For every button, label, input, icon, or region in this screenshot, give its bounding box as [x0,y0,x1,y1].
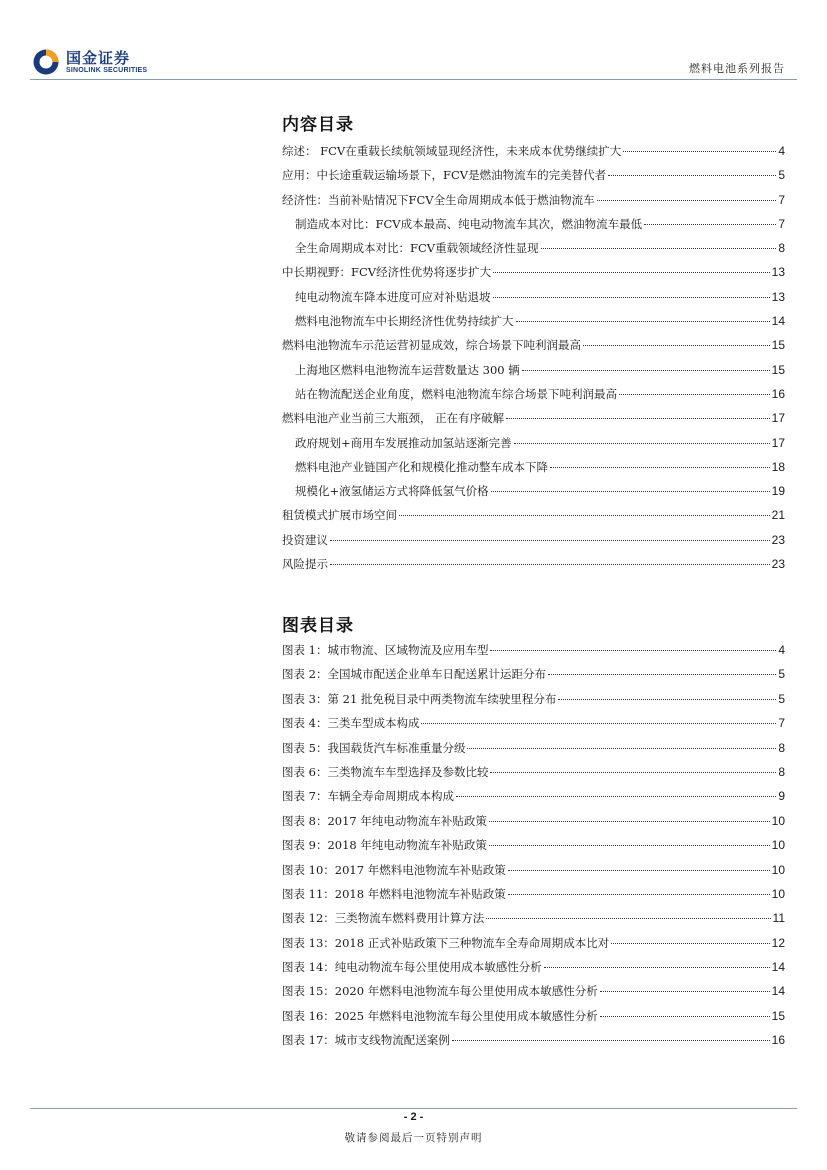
dot-leader [600,991,770,992]
toc-entry[interactable] [282,435,785,459]
figure-list-entry[interactable] [282,910,785,934]
entry-title: 图表 1：城市物流、区域物流及应用车型 [282,643,489,657]
entry-title: 图表 6：三类物流车车型选择及参数比较 [282,764,489,779]
dot-leader [489,821,770,822]
entry-title: 投资建议 [282,532,328,547]
dot-leader [490,650,776,651]
dot-leader [489,845,770,846]
page-number: - 2 - [403,1111,424,1123]
entry-title: 全生命周期成本对比：FCV重载领域经济性显现 [295,241,539,256]
entry-page-number: 14 [771,960,785,975]
entry-page-number: 10 [771,813,785,828]
figure-list-entry[interactable] [282,788,785,812]
entry-title: 租赁模式扩展市场空间 [282,508,397,523]
entry-title: 经济性：当前补贴情况下FCV全生命周期成本低于燃油物流车 [282,192,595,207]
report-series-title: 燃料电池系列报告 [689,62,785,75]
dot-leader [491,491,770,492]
toc-entry[interactable] [282,507,785,531]
entry-title: 燃料电池物流车中长期经济性优势持续扩大 [295,314,514,329]
dot-leader [611,943,769,944]
figure-list-entry[interactable] [282,862,785,886]
entry-page-number: 11 [772,911,785,926]
figure-list-entry[interactable] [282,1008,785,1032]
entry-page-number: 18 [771,459,785,474]
dot-leader [516,321,770,322]
toc-entry[interactable] [282,483,785,507]
entry-page-number: 14 [771,984,785,999]
entry-title: 上海地区燃料电池物流车运营数量达 300 辆 [295,362,520,377]
entry-page-number: 15 [771,362,785,377]
dot-leader [490,772,776,773]
entry-title: 风险提示 [282,557,328,572]
dot-leader [508,870,770,871]
header-divider [30,79,797,80]
entry-title: 图表 3：第 21 批免税目录中两类物流车续驶里程分布 [282,691,557,706]
company-logo [32,46,147,78]
dot-leader [619,394,770,395]
entry-page-number: 12 [771,935,785,950]
dot-leader [493,272,770,273]
figure-list-entry[interactable] [282,813,785,837]
entry-page-number: 16 [771,386,785,401]
toc-entry[interactable] [282,459,785,483]
entry-page-number: 19 [771,484,785,499]
contents-list [282,143,785,580]
dot-leader [600,1016,770,1017]
entry-title: 图表 8：2017 年纯电动物流车补贴政策 [282,813,487,828]
dot-leader [558,699,776,700]
entry-title: 图表 9：2018 年纯电动物流车补贴政策 [282,838,487,853]
entry-title: 应用：中长途重载运输场景下，FCV是燃油物流车的完美替代者 [282,168,607,183]
entry-page-number: 5 [778,667,785,682]
entry-page-number: 17 [771,435,785,450]
entry-page-number: 4 [778,643,785,657]
toc-entry[interactable] [282,240,785,264]
entry-page-number: 10 [771,886,785,901]
entry-title: 燃料电池物流车示范运营初显成效，综合场景下吨利润最高 [282,338,581,353]
entry-title: 图表 15：2020 年燃料电池物流车每公里使用成本敏感性分析 [282,984,598,999]
entry-title: 制造成本对比：FCV成本最高、纯电动物流车其次，燃油物流车最低 [295,216,643,231]
figure-list-entry[interactable] [282,691,785,715]
entry-page-number: 16 [771,1033,785,1048]
dot-leader [493,297,770,298]
logo-chinese-name: 国金证券 [66,48,131,67]
dot-leader [548,674,776,675]
logo-english-name: SINOLINK SECURITIES [66,66,148,74]
entry-title: 站在物流配送企业角度，燃料电池物流车综合场景下吨利润最高 [295,386,617,401]
dot-leader [399,515,770,516]
dot-leader [456,796,776,797]
entry-title: 图表 11：2018 年燃料电池物流车补贴政策 [282,886,506,901]
entry-title: 综述： FCV在重载长续航领域显现经济性，未来成本优势继续扩大 [282,144,622,158]
entry-title: 规模化+液氢储运方式将降低氢气价格 [295,484,489,499]
footer-divider [30,1108,797,1109]
dot-leader [421,723,776,724]
toc-entry[interactable] [282,167,785,191]
toc-entry[interactable] [282,143,785,167]
entry-title: 图表 14：纯电动物流车每公里使用成本敏感性分析 [282,960,542,975]
entry-title: 燃料电池产业链国产化和规模化推动整车成本下降 [295,459,548,474]
entry-title: 图表 16：2025 年燃料电池物流车每公里使用成本敏感性分析 [282,1008,598,1023]
entry-page-number: 14 [771,314,785,329]
toc-entry[interactable] [282,313,785,337]
entry-title: 图表 5：我国载货汽车标准重量分级 [282,740,466,755]
dot-leader [508,894,770,895]
entry-page-number: 8 [778,740,785,755]
dot-leader [583,345,770,346]
entry-page-number: 17 [771,411,785,426]
figures-list [282,642,785,1057]
entry-page-number: 8 [778,764,785,779]
entry-title: 纯电动物流车降本进度可应对补贴退坡 [295,289,491,304]
figure-list-entry[interactable] [282,740,785,764]
figures-heading: 图表目录 [282,616,354,636]
sinolink-logo-icon [32,48,60,76]
entry-page-number: 15 [771,338,785,353]
entry-page-number: 23 [771,532,785,547]
dot-leader [522,370,770,371]
dot-leader [597,200,777,201]
entry-title: 图表 13：2018 正式补贴政策下三种物流车全寿命周期成本比对 [282,935,610,950]
entry-title: 图表 17：城市支线物流配送案例 [282,1033,450,1048]
toc-entry[interactable] [282,410,785,434]
entry-page-number: 13 [771,289,785,304]
toc-entry[interactable] [282,192,785,216]
figure-list-entry[interactable] [282,666,785,690]
entry-title: 图表 2：全国城市配送企业单车日配送累计运距分布 [282,667,546,682]
toc-entry[interactable] [282,289,785,313]
entry-page-number: 5 [778,168,785,183]
entry-page-number: 7 [778,716,785,731]
toc-entry[interactable] [282,556,785,580]
dot-leader [486,918,770,919]
entry-title: 图表 12：三类物流车燃料费用计算方法 [282,911,485,926]
entry-page-number: 21 [771,508,785,523]
figure-list-entry[interactable] [282,1032,785,1056]
entry-title: 中长期视野：FCV经济性优势将逐步扩大 [282,265,492,280]
toc-entry[interactable] [282,337,785,361]
toc-entry[interactable] [282,216,785,240]
toc-entry[interactable] [282,264,785,288]
figure-list-entry[interactable] [282,983,785,1007]
dot-leader [550,467,770,468]
dot-leader [544,967,770,968]
entry-title: 政府规划+商用车发展推动加氢站逐渐完善 [295,435,512,450]
entry-page-number: 13 [771,265,785,280]
dot-leader [541,248,777,249]
entry-page-number: 7 [778,216,785,231]
entry-page-number: 4 [778,144,785,158]
toc-entry[interactable] [282,362,785,386]
dot-leader [608,175,776,176]
figure-list-entry[interactable] [282,959,785,983]
entry-page-number: 9 [778,789,785,804]
dot-leader [514,443,770,444]
entry-page-number: 10 [771,838,785,853]
entry-title: 图表 4：三类车型成本构成 [282,716,420,731]
dot-leader [330,564,770,565]
figure-list-entry[interactable] [282,715,785,739]
figure-list-entry[interactable] [282,642,785,666]
entry-title: 燃料电池产业当前三大瓶颈， 正在有序破解 [282,411,505,426]
toc-entry[interactable] [282,532,785,556]
entry-page-number: 15 [771,1008,785,1023]
entry-page-number: 7 [778,192,785,207]
footer-disclaimer: 敬请参阅最后一页特别声明 [344,1132,483,1144]
figure-list-entry[interactable] [282,886,785,910]
dot-leader [452,1040,770,1041]
toc-entry[interactable] [282,386,785,410]
entry-page-number: 5 [778,691,785,706]
entry-page-number: 23 [771,557,785,572]
entry-title: 图表 7：车辆全寿命周期成本构成 [282,789,454,804]
dot-leader [506,418,769,419]
entry-page-number: 8 [778,241,785,256]
figure-list-entry[interactable] [282,935,785,959]
contents-heading: 内容目录 [282,115,354,135]
figure-list-entry[interactable] [282,837,785,861]
dot-leader [644,224,776,225]
dot-leader [330,540,770,541]
dot-leader [623,151,776,152]
entry-title: 图表 10：2017 年燃料电池物流车补贴政策 [282,862,506,877]
figure-list-entry[interactable] [282,764,785,788]
dot-leader [467,748,776,749]
entry-page-number: 10 [771,862,785,877]
